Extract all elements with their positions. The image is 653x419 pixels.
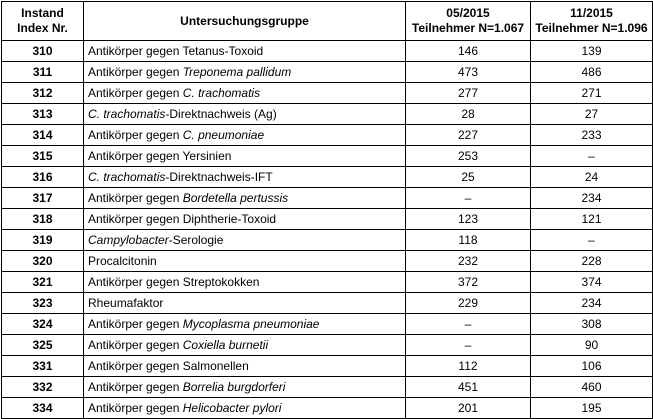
table-header-row xyxy=(2,2,653,41)
cell-count-11-2015: 233 xyxy=(531,125,653,146)
group-name-part: -Direktnachweis-IFT xyxy=(165,170,273,184)
cell-count-05-2015: 372 xyxy=(406,272,531,293)
group-name-part: Procalcitonin xyxy=(88,254,157,268)
group-name-part: Antikörper gegen Salmonellen xyxy=(88,359,249,373)
cell-count-11-2015: 228 xyxy=(531,251,653,272)
group-name-part: Antikörper gegen Yersinien xyxy=(88,149,232,163)
table-row xyxy=(2,398,653,419)
header-group xyxy=(84,2,406,41)
cell-group-name xyxy=(84,356,406,377)
table-row xyxy=(2,125,653,146)
group-name-part: Rheumafaktor xyxy=(88,296,164,310)
cell-index: 316 xyxy=(2,167,84,188)
cell-group-name xyxy=(84,104,406,125)
header-period-2-date: 11/2015 xyxy=(570,6,613,20)
cell-count-05-2015: 28 xyxy=(406,104,531,125)
cell-count-05-2015: 232 xyxy=(406,251,531,272)
cell-index: 323 xyxy=(2,293,84,314)
header-period-2-participants: Teilnehmer N=1.096 xyxy=(535,21,648,35)
group-name-part: -Direktnachweis (Ag) xyxy=(165,107,277,121)
group-name-part: Antikörper gegen Streptokokken xyxy=(88,275,260,289)
cell-count-11-2015: 486 xyxy=(531,62,653,83)
cell-count-11-2015: 271 xyxy=(531,83,653,104)
group-name-italic-part: C. pneumoniae xyxy=(182,128,265,142)
group-name-italic-part: C. trachomatis xyxy=(182,86,261,100)
group-name-italic-part: Borrelia burgdorferi xyxy=(182,380,286,394)
cell-count-05-2015: 112 xyxy=(406,356,531,377)
cell-count-11-2015: 234 xyxy=(531,293,653,314)
table-row xyxy=(2,356,653,377)
cell-count-05-2015: – xyxy=(406,335,531,356)
cell-count-05-2015: 123 xyxy=(406,209,531,230)
cell-count-05-2015: 118 xyxy=(406,230,531,251)
cell-group-name xyxy=(84,83,406,104)
cell-index: 321 xyxy=(2,272,84,293)
table-row xyxy=(2,41,653,62)
cell-count-11-2015: 121 xyxy=(531,209,653,230)
cell-index: 324 xyxy=(2,314,84,335)
table-row xyxy=(2,272,653,293)
group-name-italic-part: C. trachomatis xyxy=(88,170,166,184)
cell-count-11-2015: 234 xyxy=(531,188,653,209)
cell-group-name xyxy=(84,272,406,293)
cell-index: 312 xyxy=(2,83,84,104)
table-row xyxy=(2,335,653,356)
group-name-part: Antikörper gegen xyxy=(88,65,183,79)
cell-count-05-2015: – xyxy=(406,188,531,209)
cell-count-05-2015: 229 xyxy=(406,293,531,314)
group-name-italic-part: Campylobacter xyxy=(88,233,169,247)
cell-index: 334 xyxy=(2,398,84,419)
cell-group-name xyxy=(84,188,406,209)
header-group-label: Untersuchungsgruppe xyxy=(180,13,309,28)
cell-group-name xyxy=(84,209,406,230)
cell-group-name xyxy=(84,377,406,398)
group-name-part: Antikörper gegen xyxy=(88,191,183,205)
table-row xyxy=(2,209,653,230)
cell-index: 314 xyxy=(2,125,84,146)
cell-index: 315 xyxy=(2,146,84,167)
cell-index: 319 xyxy=(2,230,84,251)
cell-group-name xyxy=(84,230,406,251)
cell-count-05-2015: 227 xyxy=(406,125,531,146)
cell-index: 310 xyxy=(2,41,84,62)
table-row xyxy=(2,251,653,272)
cell-count-05-2015: 253 xyxy=(406,146,531,167)
cell-count-11-2015: 460 xyxy=(531,377,653,398)
table-row xyxy=(2,62,653,83)
header-index-line2: Index Nr. xyxy=(17,21,68,35)
header-index xyxy=(2,2,84,41)
header-index-line1: Instand xyxy=(21,6,64,20)
group-name-part: Antikörper gegen xyxy=(88,338,183,352)
table-row xyxy=(2,314,653,335)
cell-group-name xyxy=(84,293,406,314)
cell-count-05-2015: 146 xyxy=(406,41,531,62)
cell-count-05-2015: 277 xyxy=(406,83,531,104)
cell-count-05-2015: 201 xyxy=(406,398,531,419)
group-name-part: Antikörper gegen xyxy=(88,128,183,142)
group-name-italic-part: Mycoplasma pneumoniae xyxy=(182,317,320,331)
table-row xyxy=(2,188,653,209)
group-name-part: Antikörper gegen xyxy=(88,401,183,415)
group-name-part: Antikörper gegen Diphtherie-Toxoid xyxy=(88,212,277,226)
table-body xyxy=(2,41,653,419)
header-period-1-participants: Teilnehmer N=1.067 xyxy=(411,21,525,35)
cell-count-05-2015: 25 xyxy=(406,167,531,188)
cell-count-11-2015: 374 xyxy=(531,272,653,293)
group-name-part: Antikörper gegen Tetanus-Toxoid xyxy=(88,44,264,58)
cell-group-name xyxy=(84,335,406,356)
cell-group-name xyxy=(84,251,406,272)
cell-index: 313 xyxy=(2,104,84,125)
cell-group-name xyxy=(84,41,406,62)
group-name-italic-part: Coxiella burnetii xyxy=(182,338,269,352)
table-row xyxy=(2,167,653,188)
cell-count-11-2015: 308 xyxy=(531,314,653,335)
group-name-italic-part: Helicobacter pylori xyxy=(182,401,282,415)
table-row xyxy=(2,146,653,167)
group-name-part: Antikörper gegen xyxy=(88,380,183,394)
group-name-part: Antikörper gegen xyxy=(88,86,183,100)
table-row xyxy=(2,377,653,398)
cell-count-11-2015: 24 xyxy=(531,167,653,188)
table-row xyxy=(2,293,653,314)
cell-count-11-2015: – xyxy=(531,146,653,167)
table-row xyxy=(2,104,653,125)
cell-count-11-2015: 106 xyxy=(531,356,653,377)
cell-group-name xyxy=(84,167,406,188)
cell-group-name xyxy=(84,314,406,335)
cell-index: 332 xyxy=(2,377,84,398)
table-row xyxy=(2,83,653,104)
cell-index: 318 xyxy=(2,209,84,230)
group-name-italic-part: C. trachomatis xyxy=(88,107,166,121)
cell-group-name xyxy=(84,125,406,146)
table-row xyxy=(2,230,653,251)
cell-count-11-2015: 195 xyxy=(531,398,653,419)
cell-count-11-2015: 139 xyxy=(531,41,653,62)
header-period-1-date: 05/2015 xyxy=(446,6,490,20)
cell-count-05-2015: 451 xyxy=(406,377,531,398)
cell-group-name xyxy=(84,146,406,167)
cell-count-11-2015: – xyxy=(531,230,653,251)
cell-count-11-2015: 90 xyxy=(531,335,653,356)
group-name-part: Antikörper gegen xyxy=(88,317,183,331)
cell-index: 317 xyxy=(2,188,84,209)
cell-count-05-2015: 473 xyxy=(406,62,531,83)
cell-count-11-2015: 27 xyxy=(531,104,653,125)
group-name-part: -Serologie xyxy=(168,233,224,247)
group-name-italic-part: Bordetella pertussis xyxy=(182,191,289,205)
cell-group-name xyxy=(84,398,406,419)
cell-index: 331 xyxy=(2,356,84,377)
participants-table xyxy=(1,1,653,419)
header-period-2 xyxy=(531,2,653,41)
cell-count-05-2015: – xyxy=(406,314,531,335)
cell-index: 320 xyxy=(2,251,84,272)
cell-index: 325 xyxy=(2,335,84,356)
header-period-1 xyxy=(406,2,531,41)
cell-group-name xyxy=(84,62,406,83)
cell-index: 311 xyxy=(2,62,84,83)
group-name-italic-part: Treponema pallidum xyxy=(182,65,292,79)
